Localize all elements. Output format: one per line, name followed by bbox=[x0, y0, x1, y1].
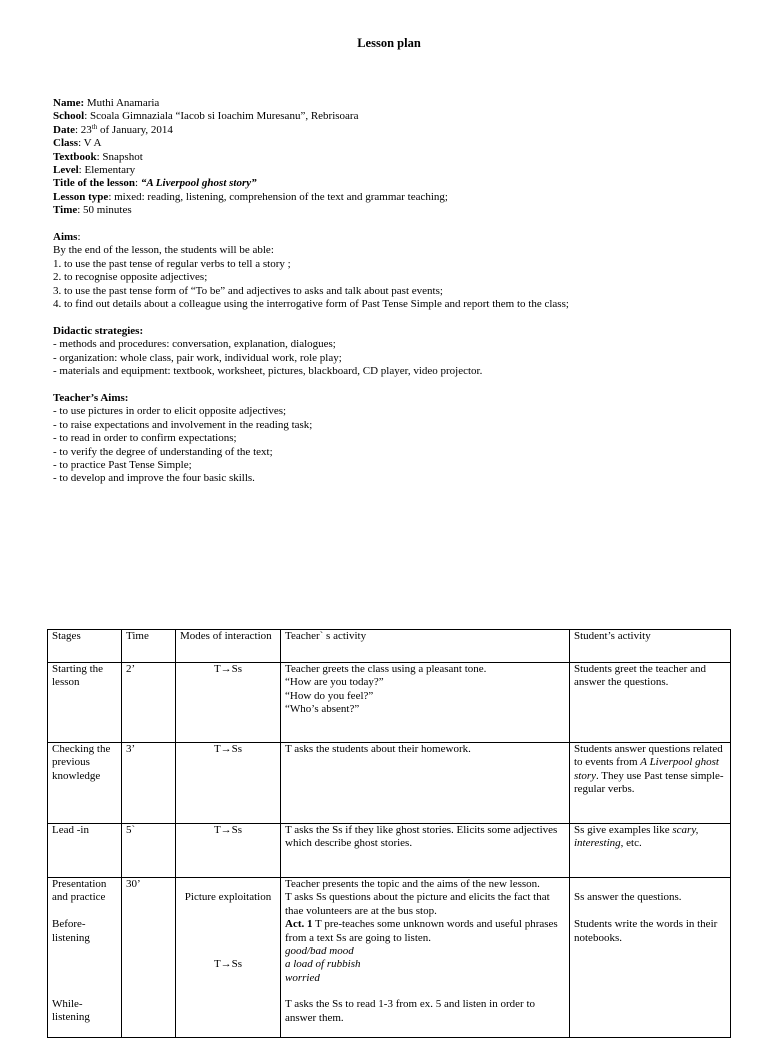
info-school bbox=[53, 110, 733, 123]
page-title: Lesson plan bbox=[357, 36, 421, 50]
info-class-value: : V A bbox=[78, 137, 102, 150]
student-text: . They use Past tense simple- regular verbs. bbox=[574, 769, 724, 796]
aims-section bbox=[53, 231, 733, 311]
stage-cell bbox=[48, 878, 122, 1038]
aims-heading-colon: : bbox=[77, 231, 81, 243]
info-level-value: : Elementary bbox=[78, 163, 136, 176]
info-time bbox=[53, 204, 733, 217]
student-text-italic: scary, interesting bbox=[574, 824, 699, 850]
student-activity-cell bbox=[570, 878, 731, 1038]
header-time: Time bbox=[122, 630, 176, 663]
teacher-line: T asks the Ss to read 1-3 from ex. 5 and listen in order to answer them. bbox=[285, 998, 535, 1024]
teacher-line: T asks Ss questions about the picture and elicits the fact that thae volunteers are at the bus stop. bbox=[285, 891, 550, 917]
strategies-section bbox=[53, 325, 733, 379]
student-activity-cell bbox=[570, 743, 731, 824]
teacher-line bbox=[285, 918, 565, 945]
info-class-label: Class bbox=[53, 137, 79, 150]
vocab-word: a load of rubbish bbox=[285, 958, 361, 971]
aims-heading-text: Aims bbox=[53, 231, 78, 243]
teacher-aim-item: - to use pictures in order to elicit opposite adjectives; bbox=[53, 405, 287, 418]
info-level bbox=[53, 164, 733, 177]
mode-cell: T→Ss bbox=[176, 824, 281, 878]
time-cell: 5` bbox=[122, 824, 176, 878]
mode-label: Picture exploitation bbox=[184, 891, 272, 904]
info-date-day: : 23 bbox=[75, 123, 92, 136]
teacher-aim-item: - to develop and improve the four basic skills. bbox=[53, 472, 255, 485]
student-text: Ss give examples like bbox=[574, 824, 673, 836]
teacher-aim-item: - to verify the degree of understanding of the text; bbox=[53, 445, 273, 458]
info-lesson-title-colon: : bbox=[135, 177, 141, 190]
aim-item: 4. to find out details about a colleague using the interrogative form of Past Tense Simple and report them to the class; bbox=[53, 297, 569, 310]
info-time-label: Time bbox=[53, 204, 78, 217]
stage-label: While-listening bbox=[52, 998, 90, 1024]
lesson-info bbox=[53, 97, 733, 218]
student-activity-cell: Students greet the teacher and answer the questions. bbox=[570, 663, 731, 743]
teacher-line: T asks the Ss if they like ghost stories. Elicits some adjectives which describe ghost stories. bbox=[285, 824, 558, 850]
stage-label: Before-listening bbox=[52, 918, 90, 944]
teacher-aims-section bbox=[53, 392, 733, 486]
info-textbook-label: Textbook bbox=[53, 150, 97, 163]
info-type-label: Lesson type bbox=[53, 190, 109, 203]
info-level-label: Level bbox=[53, 163, 79, 176]
info-name bbox=[53, 97, 733, 110]
stage-label: Presentation and practice bbox=[52, 878, 107, 904]
aim-item: 1. to use the past tense of regular verbs to tell a story ; bbox=[53, 257, 291, 270]
spacer bbox=[52, 905, 117, 918]
teacher-activity-cell bbox=[281, 878, 570, 1038]
teacher-aim-item: - to read in order to confirm expectations; bbox=[53, 432, 237, 445]
aims-intro: By the end of the lesson, the students will be able: bbox=[53, 244, 274, 257]
info-class bbox=[53, 137, 733, 150]
student-activity-cell bbox=[570, 824, 731, 878]
teacher-activity-cell bbox=[281, 824, 570, 878]
stage-cell: Lead -in bbox=[48, 824, 122, 878]
info-school-label: School bbox=[53, 110, 85, 123]
info-lesson-title-value: “A Liverpool ghost story” bbox=[140, 177, 257, 190]
strategy-item: - organization: whole class, pair work, individual work, role play; bbox=[53, 351, 342, 364]
mode-cell: T→Ss bbox=[176, 663, 281, 743]
spacer bbox=[52, 945, 117, 998]
table-row bbox=[48, 743, 731, 824]
strategy-item: - materials and equipment: textbook, worksheet, pictures, blackboard, CD player, video projector. bbox=[53, 365, 483, 378]
info-name-value: Muthi Anamaria bbox=[84, 97, 160, 109]
spacer bbox=[574, 878, 726, 891]
time-cell: 30’ bbox=[122, 878, 176, 1038]
time-cell: 2’ bbox=[122, 663, 176, 743]
student-text: Students answer questions related to events from bbox=[574, 743, 723, 769]
stage-cell: Checking the previous knowledge bbox=[48, 743, 122, 824]
info-type-value: : mixed: reading, listening, comprehension of the text and grammar teaching; bbox=[108, 190, 448, 203]
table-header-row bbox=[48, 630, 731, 663]
info-textbook bbox=[53, 151, 733, 164]
header-student-activity: Student’s activity bbox=[570, 630, 731, 663]
table-row bbox=[48, 663, 731, 743]
teacher-aim-item: - to raise expectations and involvement in the reading task; bbox=[53, 418, 313, 431]
aim-item: 2. to recognise opposite adjectives; bbox=[53, 271, 208, 284]
teacher-line: “Who’s absent?” bbox=[285, 703, 360, 716]
student-text: , etc. bbox=[620, 837, 642, 850]
vocab-word: good/bad mood bbox=[285, 945, 354, 958]
teacher-activity-cell bbox=[281, 663, 570, 743]
student-text-italic: A Liverpool ghost story bbox=[574, 756, 719, 782]
aim-item: 3. to use the past tense form of “To be” and adjectives to asks and talk about past events; bbox=[53, 284, 443, 297]
spacer bbox=[285, 985, 565, 998]
mode-cell bbox=[176, 878, 281, 1038]
info-lesson-type bbox=[53, 191, 733, 204]
lesson-stages-table bbox=[47, 629, 731, 1038]
info-name-label: Name: bbox=[53, 97, 85, 109]
info-textbook-value: : Snapshot bbox=[96, 150, 143, 163]
teacher-line: “How are you today?” bbox=[285, 676, 384, 689]
header-teacher-activity: Teacher` s activity bbox=[281, 630, 570, 663]
spacer bbox=[180, 878, 276, 891]
table-row bbox=[48, 878, 731, 1038]
time-cell: 3’ bbox=[122, 743, 176, 824]
teacher-aims-heading: Teacher’s Aims: bbox=[53, 392, 129, 404]
info-time-value: : 50 minutes bbox=[77, 204, 132, 217]
info-lesson-title-label: Title of the lesson bbox=[53, 177, 135, 190]
teacher-line: “How do you feel?” bbox=[285, 689, 374, 702]
vocab-word: worried bbox=[285, 971, 320, 984]
info-lesson-title bbox=[53, 177, 733, 190]
student-line: Students write the words in their notebooks. bbox=[574, 918, 718, 944]
strategy-item: - methods and procedures: conversation, explanation, dialogues; bbox=[53, 338, 336, 351]
info-school-value: : Scoala Gimnaziala “Iacob si Ioachim Muresanu”, Rebrisoara bbox=[84, 110, 359, 123]
info-date bbox=[53, 124, 733, 137]
table-row bbox=[48, 824, 731, 878]
stage-cell: Starting the lesson bbox=[48, 663, 122, 743]
student-line: Ss answer the questions. bbox=[574, 891, 682, 904]
teacher-line: Teacher greets the class using a pleasant tone. bbox=[285, 663, 487, 675]
strategies-heading: Didactic strategies: bbox=[53, 325, 144, 337]
teacher-line: T asks the students about their homework. bbox=[285, 743, 471, 755]
mode-label: T→Ss bbox=[213, 957, 243, 970]
header-stages: Stages bbox=[48, 630, 122, 663]
spacer bbox=[180, 905, 276, 958]
info-date-label: Date bbox=[53, 123, 75, 136]
activity-text: T pre-teaches some unknown words and useful phrases from a text Ss are going to listen. bbox=[285, 918, 558, 944]
mode-cell: T→Ss bbox=[176, 743, 281, 824]
activity-label: Act. 1 bbox=[285, 918, 313, 931]
spacer bbox=[574, 905, 726, 918]
info-date-suffix: th bbox=[91, 122, 98, 131]
teacher-activity-cell bbox=[281, 743, 570, 824]
info-date-rest: of January, 2014 bbox=[97, 123, 173, 136]
teacher-aim-item: - to practice Past Tense Simple; bbox=[53, 458, 192, 471]
aims-heading bbox=[53, 231, 733, 244]
header-modes: Modes of interaction bbox=[176, 630, 281, 663]
teacher-line: Teacher presents the topic and the aims of the new lesson. bbox=[285, 878, 540, 890]
